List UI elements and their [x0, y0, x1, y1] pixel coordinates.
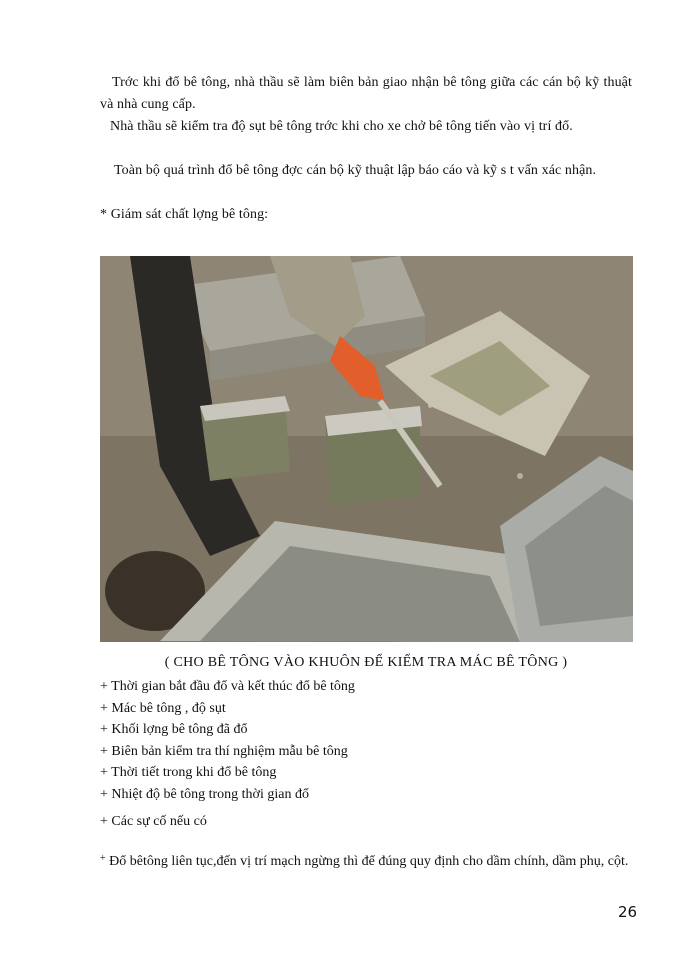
paragraph-intro-1: Trớc khi đổ bê tông, nhà thầu sẽ làm biên bản giao nhận bê tông giữa các cán bộ kỹ thuật và nhà cung cấp.: [100, 75, 632, 112]
paragraph-intro-3: Toàn bộ quá trình đổ bê tông đợc cán bộ kỹ thuật lập báo cáo và kỹ s t vấn xác nhận.: [114, 163, 597, 178]
checklist-item: + Nhiệt độ bê tông trong thời gian đổ: [100, 786, 309, 802]
page-number: 26: [618, 903, 638, 921]
inspection-checklist: [100, 676, 640, 833]
checklist-item: + Biên bản kiểm tra thí nghiệm mẫu bê tông: [100, 743, 348, 759]
checklist-item: + Thời tiết trong khi đổ bê tông: [100, 765, 277, 780]
concrete-sample-photo: [100, 256, 633, 642]
checklist-item: + Thời gian bắt đầu đổ và kết thúc đổ bê tông: [100, 679, 355, 694]
checklist-item: + Các sự cố nếu có: [100, 814, 207, 829]
final-note-text: Đổ bêtông liên tục,đến vị trí mạch ngừng thì để đúng quy định cho dầm chính, dầm phụ, cột.: [105, 854, 629, 869]
final-note: [100, 848, 640, 872]
paragraph-intro-2: Nhà thầu sẽ kiểm tra độ sụt bê tông trớc khi cho xe chở bê tông tiến vào vị trí đổ.: [110, 119, 573, 134]
final-note-marker: +: [100, 853, 106, 864]
checklist-item: + Mác bê tông , độ sụt: [100, 700, 226, 716]
section-heading: * Giám sát chất lợng bê tông:: [100, 207, 269, 222]
photo-caption: ( CHO BÊ TÔNG VÀO KHUÔN ĐỂ KIỂM TRA MÁC BÊ TÔNG ): [164, 655, 568, 670]
checklist-item: + Khối lợng bê tông đã đổ: [100, 722, 248, 737]
